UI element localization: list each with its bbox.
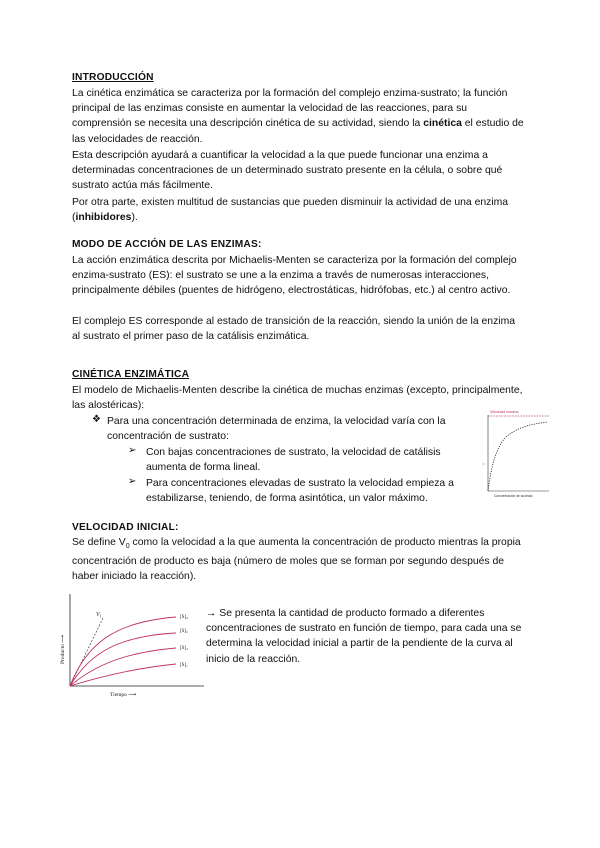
intro-paragraph-3 (72, 195, 524, 225)
intro-paragraph-2: Esta descripción ayudará a cuantificar la velocidad a la que puede funcionar una enzima a determinadas concentraciones de un determinado sustrato presente en la célula, o sobre qué sustrato actúa más fácilmente. (72, 150, 503, 192)
substrate-axis-label: Concentración de sustrato (494, 494, 533, 498)
intro-p1-text-b: el estudio de las velocidades de reacción. (72, 118, 524, 145)
modo-paragraph-1: La acción enzimática descrita por Michaelis-Menten se caracteriza por la formación del complejo enzima-sustrato (ES): el sustrato se une a la enzima a través de numerosas interacciones, principalmente débiles (puentes de hidrógeno, electrostáticas, hidrófobas, etc.) al centro activo. (72, 255, 517, 297)
cinetica-paragraph-1: El modelo de Michaelis-Menten describe la cinética de muchas enzimas (excepto, principalmente, las alostéricas): (72, 385, 523, 412)
velocidad-paragraph-1 (72, 535, 524, 585)
graph-description: → Se presenta la cantidad de producto formado a diferentes concentraciones de sustrato en función de tiempo, para cada una se determina la velocidad inicial a partir de la pendiente de la curva al inicio de la reacción. (206, 608, 522, 665)
curve-label-s1: [S]₁ (180, 663, 188, 668)
curve-s4 (70, 617, 176, 686)
vmax-label: Velocidad máxima (490, 410, 519, 414)
velocity-axis-mark: V (481, 462, 486, 465)
saturation-curve (488, 422, 548, 491)
curve-label-s4: [S]₄ (180, 615, 188, 620)
intro-heading: INTRODUCCIÓN (72, 72, 154, 83)
intro-p1-text-a: La cinética enzimática se caracteriza por la formación del complejo enzima-sustrato; la función principal de las enzimas consiste en aumentar la velocidad de las reacciones, para su comprensión se necesita una descripción cinética de su actividad, siendo la (72, 88, 508, 130)
modo-paragraph-2: El complejo ES corresponde al estado de transición de la reacción, siendo la unión de la enzima al sustrato el primer paso de la catálisis enzimática. (72, 316, 516, 343)
velocidad-p1-text-a: Se define V (72, 537, 126, 548)
cinetica-sub-bullet-1: Con bajas concentraciones de sustrato, la velocidad de catálisis aumenta de forma lineal. (146, 447, 441, 474)
michaelis-menten-figure (482, 405, 552, 500)
v0-subscript: 0 (125, 543, 130, 551)
product-time-graph (58, 590, 208, 702)
v1-label: $V_1$ (96, 612, 102, 619)
curve-label-s3: [S]₃ (180, 629, 188, 634)
curve-s3 (70, 633, 176, 686)
intro-paragraph-1 (72, 86, 524, 147)
intro-p3-text-a: Por otra parte, existen multitud de sustancias que pueden disminuir la actividad de una enzima ( (72, 197, 509, 224)
arrow-bullet-icon: ➢ (128, 445, 137, 456)
modo-heading: MODO DE ACCIÓN DE LAS ENZIMAS: (72, 239, 262, 250)
intro-p3-bold: inhibidores (75, 212, 132, 224)
intro-p3-text-b: ). (131, 212, 138, 224)
curve-s1 (70, 664, 176, 686)
cinetica-sub-bullet-2: Para concentraciones elevadas de sustrato la velocidad empieza a estabilizarse, teniendo, de forma asintótica, un valor máximo. (146, 478, 454, 505)
velocidad-p1-text-b: como la velocidad a la que aumenta la concentración de producto mientras la propia concentración de producto es baja (número de moles que se forman por segundo después de haber iniciado la reacción). (72, 537, 521, 583)
diamond-bullet-icon: ❖ (92, 414, 101, 425)
graph-y-label: Producto ⟶ (60, 634, 66, 664)
initial-slope-line (70, 618, 103, 686)
velocidad-heading: VELOCIDAD INICIAL: (72, 522, 179, 533)
cinetica-bullet-1: Para una concentración determinada de enzima, la velocidad varía con la concentración de sustrato: (107, 416, 446, 443)
cinetica-heading: CINÉTICA ENZIMÁTICA (72, 369, 190, 380)
curve-label-s2: [S]₂ (180, 646, 188, 651)
arrow-bullet-icon: ➢ (128, 476, 137, 487)
intro-p1-bold: cinética (423, 118, 462, 130)
graph-x-label: Tiempo ⟶ (110, 692, 137, 698)
